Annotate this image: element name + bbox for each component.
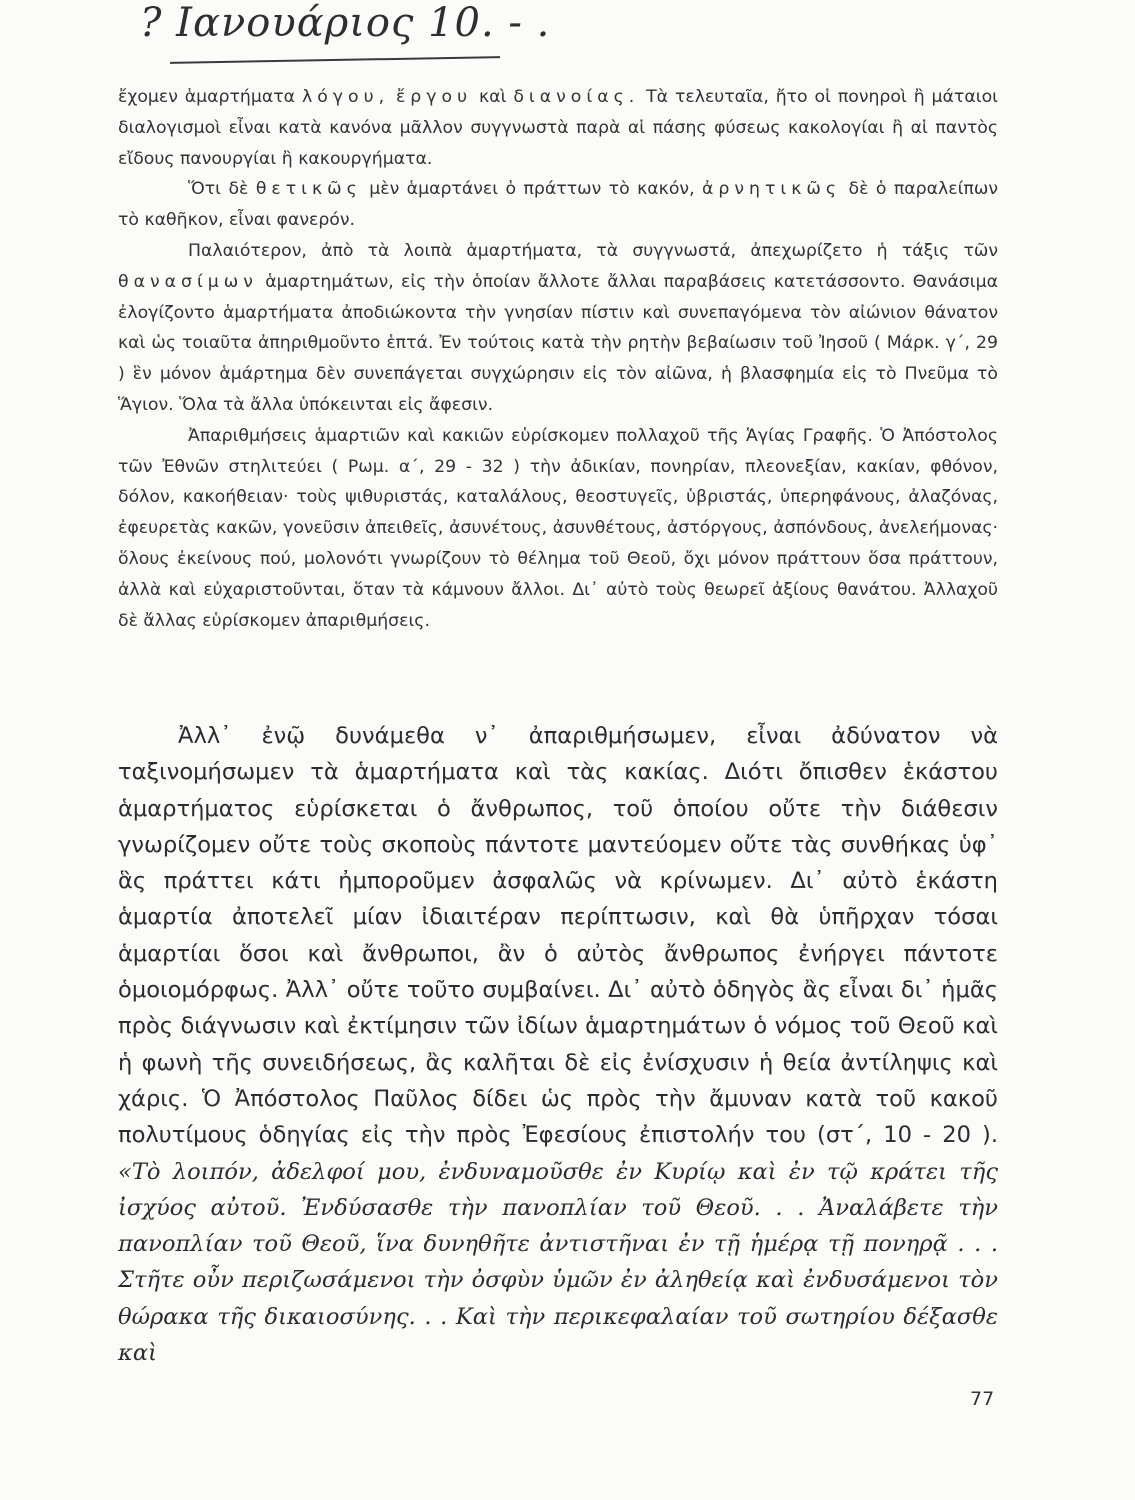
paragraph-classification bbox=[118, 718, 998, 1371]
main-text-section bbox=[118, 718, 998, 1371]
paragraph-sin-categories bbox=[118, 82, 998, 174]
term-dianoias: διανοίας. bbox=[513, 87, 640, 107]
term-ergou: ἔργου bbox=[395, 87, 473, 107]
text-run: Παλαιότερον, ἀπὸ τὰ λοιπὰ ἁμαρτήματα, τὰ συγγνωστά, ἀπεχωρίζετο ἡ τάξις τῶν bbox=[188, 240, 998, 261]
paragraph-mortal-sins bbox=[118, 236, 998, 421]
text-run: δὲ ὁ παραλείπων τὸ καθῆκον, εἶναι φανερόν. bbox=[118, 179, 998, 231]
text-run: Τὰ τελευταῖα, ἤτο οἱ πονηροὶ ἢ μάταιοι διαλογισμοὶ εἶναι κατὰ κανόνα μᾶλλον συγγνωστὰ παρὰ αἱ πάσης φύσεως κακολογίαι ἢ αἱ παντὸς εἴδους πανουργίαι ἢ κακουργήματα. bbox=[118, 87, 998, 169]
handwritten-date-note: ? Ιανουάριος 10. - . bbox=[140, 0, 551, 46]
text-run bbox=[389, 87, 396, 107]
text-run: ἔχομεν ἁμαρτήματα bbox=[118, 87, 302, 107]
term-thetikos: θετικῶς bbox=[255, 179, 362, 200]
small-print-section bbox=[118, 82, 998, 636]
text-run: μὲν ἁμαρτάνει ὁ πράττων τὸ κακόν, bbox=[361, 179, 703, 200]
term-arnitikos: ἀρνητικῶς bbox=[702, 179, 842, 200]
handwritten-underline bbox=[170, 56, 500, 64]
term-thanasimon: θανασίμων bbox=[118, 271, 258, 292]
text-run: Ἀλλ᾿ ἐνῷ δυνάμεθα ν᾿ ἀπαριθμήσωμεν, εἶναι ἀδύνατον νὰ ταξινομήσωμεν τὰ ἁμαρτήματα καὶ τὰς κακίας. Διότι ὄπισθεν ἑκάστου ἁμαρτήματος εὑρίσκεται ὁ ἄνθρωπος, τοῦ ὁποίου οὔτε τὴν διάθεσιν γνωρίζομεν οὔτε τοὺς σκοποὺς πάντοτε μαντεύομεν οὔτε τὰς συνθήκας ὑφ᾿ ἃς πράττει κάτι ἠμποροῦμεν ἀσφαλῶς νὰ κρίνωμεν. Δι᾿ αὐτὸ ἑκάστη ἁμαρτία ἀποτελεῖ μίαν ἰδιαιτέραν περίπτωσιν, καὶ θὰ ὑπῆρχαν τόσαι ἁμαρτίαι ὅσοι καὶ ἄνθρωποι, ἂν ὁ αὐτὸς ἄνθρωπος ἐνήργει πάντοτε ὁμοιομόρφως. Ἀλλ᾿ οὔτε τοῦτο συμβαίνει. Δι᾿ αὐτὸ ὁδηγὸς ἂς εἶναι δι᾿ ἡμᾶς πρὸς διάγνωσιν καὶ ἐκτίμησιν τῶν ἰδίων ἁμαρτημάτων ὁ νόμος τοῦ Θεοῦ καὶ ἡ φωνὴ τῆς συνειδήσεως, ἂς καλῆται δὲ εἰς ἐνίσχυσιν ἡ θεία ἀντίληψις καὶ χάρις. Ὁ Ἀπόστολος Παῦλος δίδει ὡς πρὸς τὴν ἄμυναν κατὰ τοῦ κακοῦ πολυτίμους ὁδηγίας εἰς τὴν πρὸς Ἐφεσίους ἐπιστολήν του (στ΄, 10 - 20 ). bbox=[118, 723, 998, 1149]
text-run: ἁμαρτημάτων, εἰς τὴν ὁποίαν ἄλλοτε ἄλλαι παραβάσεις κατετάσσοντο. Θανάσιμα ἐλογίζοντο ἁμαρτήματα ἀποδιώκοντα τὴν γνησίαν πίστιν καὶ συνεπαγόμενα τὸν αἰώνιον θάνατον καὶ ὡς τοιαῦτα ἀπηριθμοῦντο ἑπτά. Ἐν τούτοις κατὰ τὴν ρητὴν βεβαίωσιν τοῦ Ἰησοῦ ( Μάρκ. γ΄, 29 ) ἓν μόνον ἁμάρτημα δὲν συνεπάγεται συγχώρησιν εἰς τὸν αἰῶνα, ἡ βλασφημία εἰς τὸ Πνεῦμα τὸ Ἅγιον. Ὅλα τὰ ἄλλα ὑπόκεινται εἰς ἄφεσιν. bbox=[118, 271, 998, 415]
page-number: 77 bbox=[970, 1388, 995, 1410]
paragraph-enumerations: Ἀπαριθμήσεις ἁμαρτιῶν καὶ κακιῶν εὑρίσκομεν πολλαχοῦ τῆς Ἁγίας Γραφῆς. Ὁ Ἀπόστολος τῶν Ἐθνῶν στηλιτεύει ( Ρωμ. α΄, 29 - 32 ) τὴν ἀδικίαν, πονηρίαν, πλεονεξίαν, κακίαν, φθόνον, δόλον, κακοήθειαν· τοὺς ψιθυριστάς, καταλάλους, θεοστυγεῖς, ὑβριστάς, ὑπερηφάνους, ἀλαζόνας, ἐφευρετὰς κακῶν, γονεῦσιν ἀπειθεῖς, ἀσυνέτους, ἀσυνθέτους, ἀστόργους, ἀσπόνδους, ἀνελεήμονας· ὅλους ἐκείνους πού, μολονότι γνωρίζουν τὸ θέλημα τοῦ Θεοῦ, ὄχι μόνον πράττουν ὅσα πράττουν, ἀλλὰ καὶ εὐχαριστοῦνται, ὅταν τὰ κάμνουν ἄλλοι. Δι᾿ αὐτὸ τοὺς θεωρεῖ ἀξίους θανάτου. Ἀλλαχοῦ δὲ ἄλλας εὑρίσκομεν ἀπαριθμήσεις. bbox=[118, 425, 998, 631]
term-logou: λόγου, bbox=[301, 87, 390, 107]
text-run: Ὅτι δὲ bbox=[188, 179, 256, 200]
paragraph-positive-negative bbox=[118, 174, 998, 236]
text-run: καὶ bbox=[472, 87, 514, 107]
ephesians-quote: «Τὸ λοιπόν, ἀδελφοί μου, ἐνδυναμοῦσθε ἐν Κυρίῳ καὶ ἐν τῷ κράτει τῆς ἰσχύος αὐτοῦ. Ἐνδύσασθε τὴν πανοπλίαν τοῦ Θεοῦ. . . Ἀναλάβετε τὴν πανοπλίαν τοῦ Θεοῦ, ἵνα δυνηθῆτε ἀντιστῆναι ἐν τῇ ἡμέρᾳ τῇ πονηρᾷ . . . Στῆτε οὖν περιζωσάμενοι τὴν ὀσφὺν ὑμῶν ἐν ἀληθείᾳ καὶ ἐνδυσάμενοι τὸν θώρακα τῆς δικαιοσύνης. . . Καὶ τὴν περικεφαλαίαν τοῦ σωτηρίου δέξασθε καὶ bbox=[118, 1158, 998, 1367]
